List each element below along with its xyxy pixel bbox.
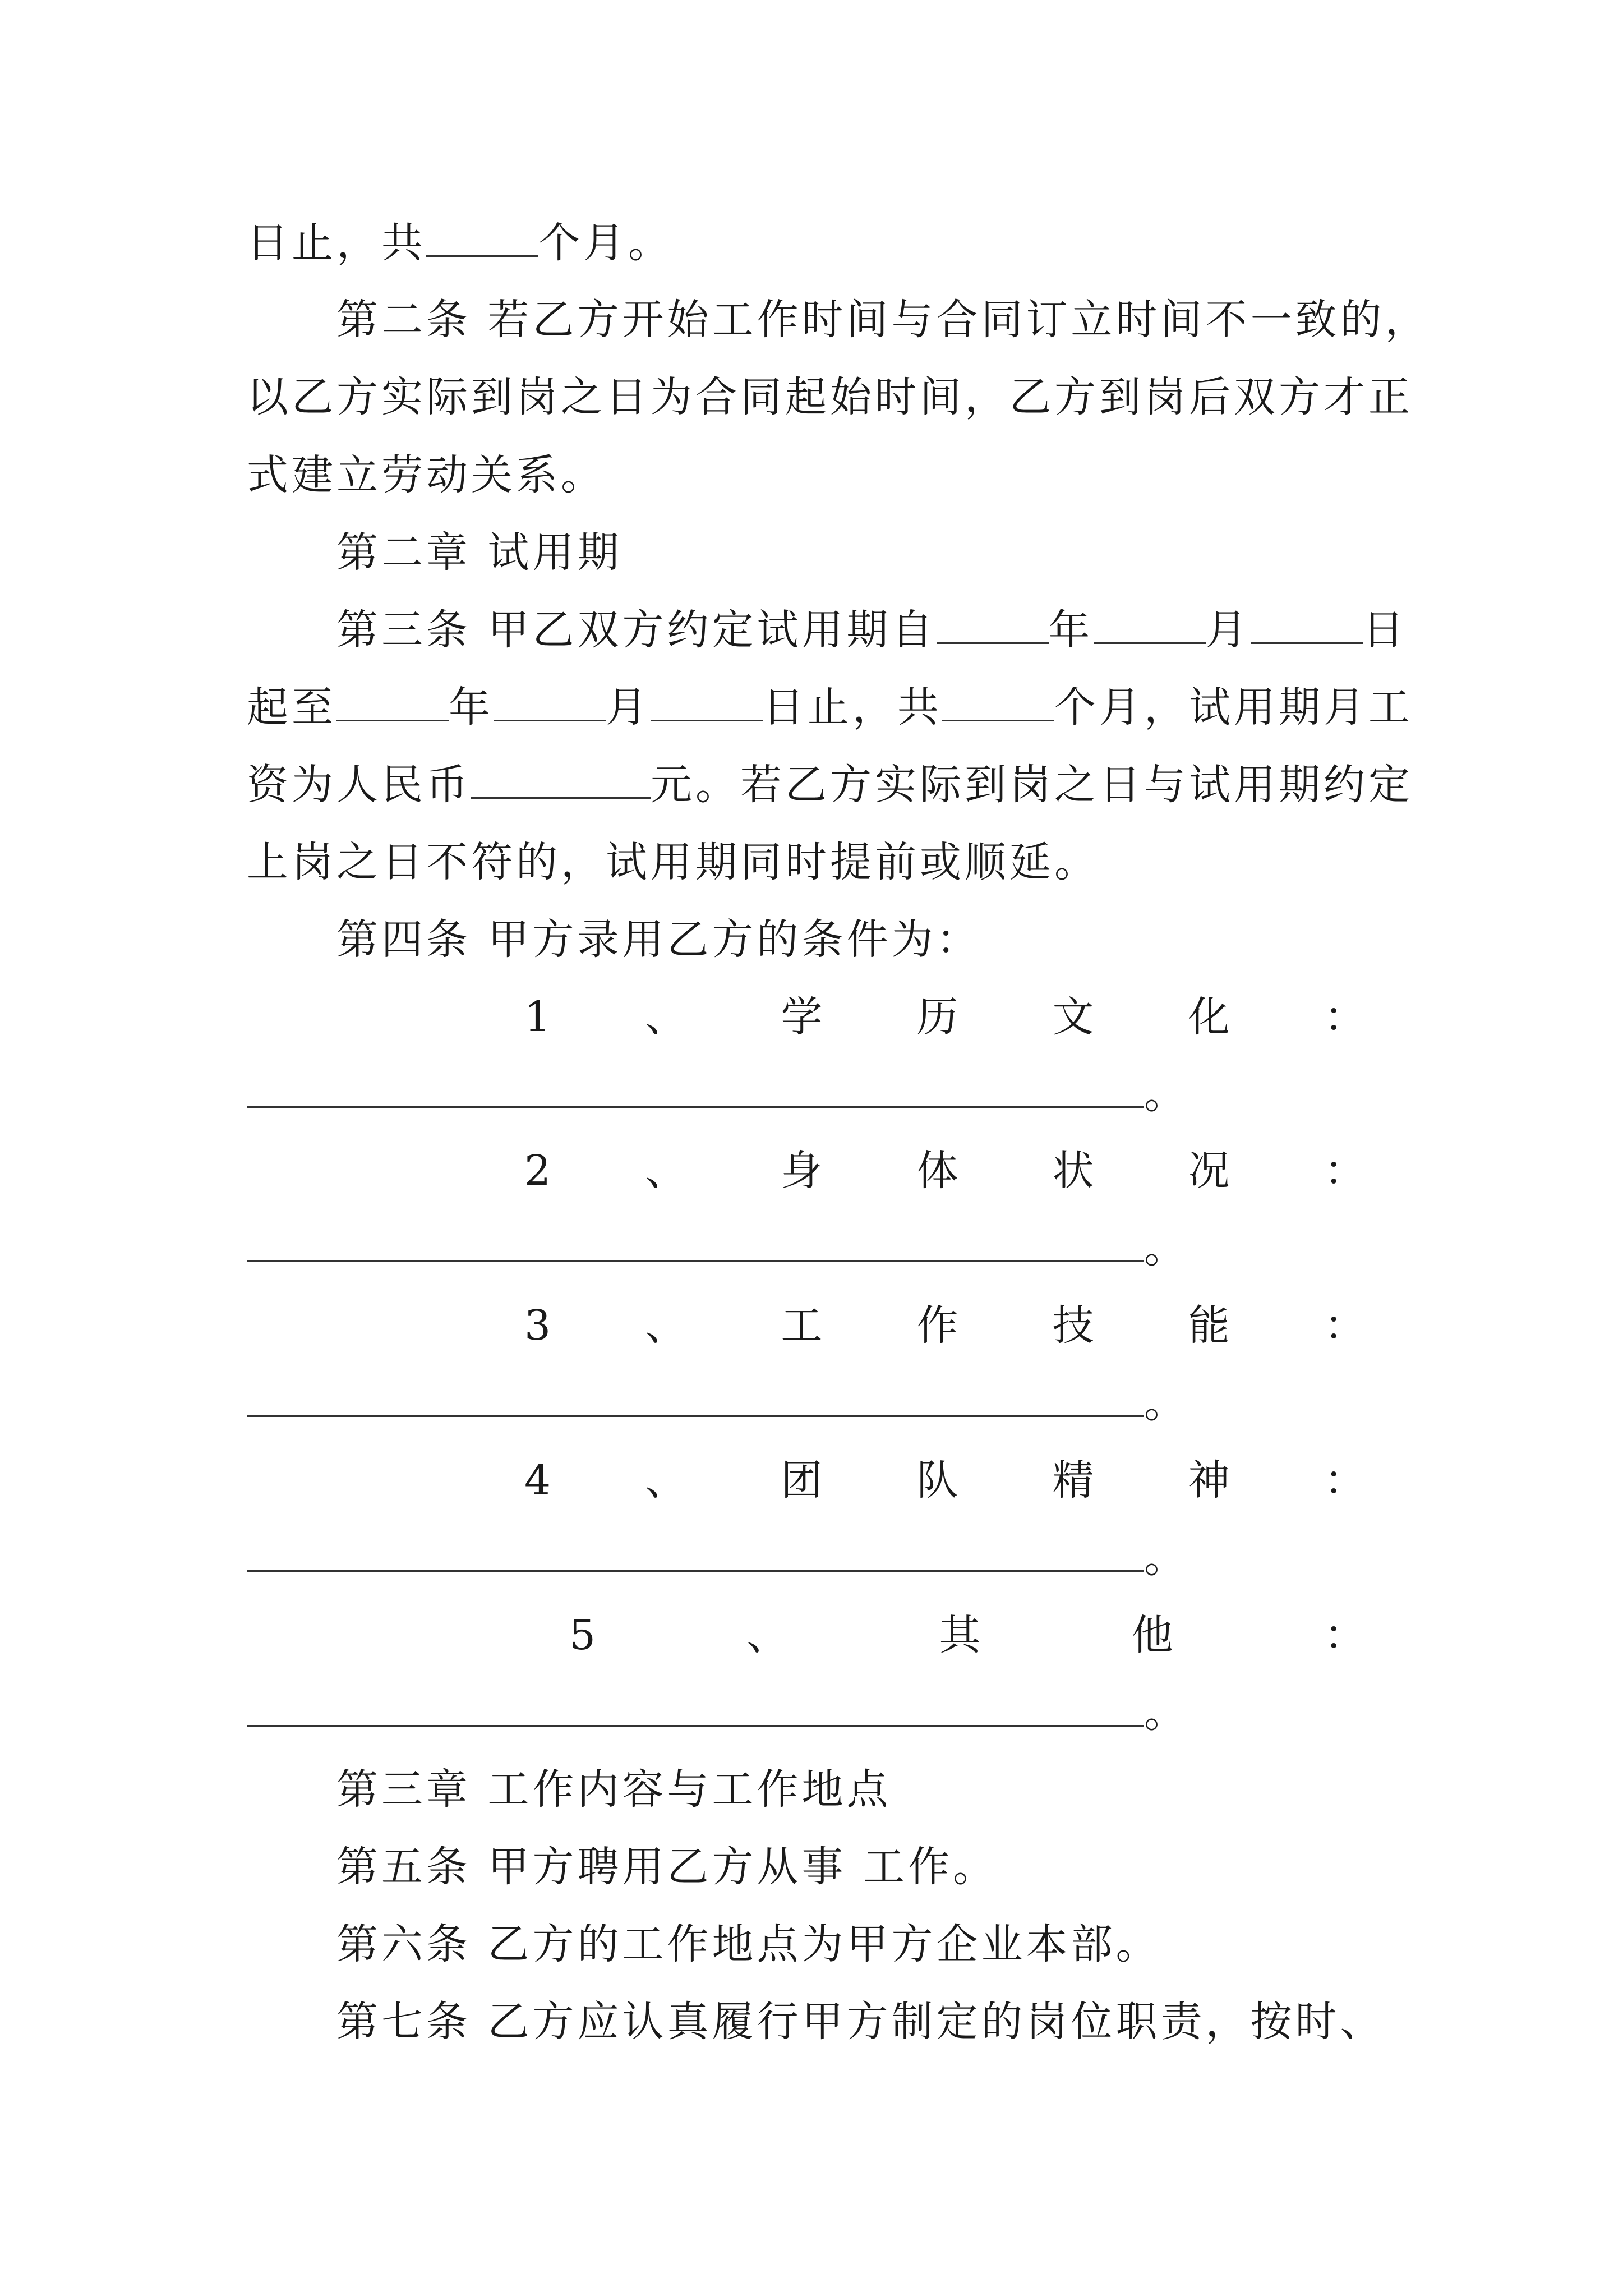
condition-answer-line [247,1063,1186,1125]
period: 。 [1144,1224,1186,1272]
condition-separator: 、 [645,1456,687,1504]
fill-blank [942,680,1054,721]
condition-char: 工 [781,1301,823,1350]
condition-char: 他 [1131,1611,1173,1659]
text-line [247,677,1413,738]
text-fragment: 元。若乙方实际到岗之日与试用期约定 [651,761,1413,809]
condition-colon: ： [1324,1301,1366,1350]
period: 。 [1144,1688,1186,1737]
text-fragment: 第三条 甲乙双方约定试用期自 [336,606,937,654]
text-fragment: 日止，共 [247,219,426,267]
text-line: 式建立劳动关系。 [247,451,606,499]
text-fragment: 日止，共 [763,683,942,731]
text-line: 第五条 甲方聘用乙方从事 工作。 [336,1843,998,1891]
fill-rule [247,1686,1144,1727]
fill-rule [247,1221,1144,1262]
condition-char: 况 [1188,1147,1230,1195]
text-fragment: 起至 [247,683,336,731]
condition-answer-line [247,1217,1186,1279]
condition-colon: ： [1324,1611,1366,1659]
condition-row [524,986,1366,1048]
condition-number: 4 [524,1456,551,1504]
text-fragment: 个月。 [538,219,673,267]
text-fragment: 资为人民币 [247,761,471,809]
text-fragment: 月 [1205,606,1251,654]
condition-row [524,1450,1366,1511]
text-fragment: 日 [1362,606,1408,654]
condition-answer-line [247,1527,1186,1589]
chapter-heading: 第三章 工作内容与工作地点 [336,1765,892,1814]
condition-char: 队 [916,1456,958,1504]
condition-number: 5 [569,1611,596,1659]
text-fragment: 月 [606,683,651,731]
text-fragment: 年 [1048,606,1094,654]
condition-separator: 、 [645,993,687,1041]
fill-rule [247,1531,1144,1572]
condition-char: 精 [1052,1456,1094,1504]
period: 。 [1144,1534,1186,1582]
condition-colon: ： [1324,1147,1366,1195]
fill-rule [247,1067,1144,1108]
fill-blank [426,216,538,257]
text-line: 第二条 若乙方开始工作时间与合同订立时间不一致的， [336,296,1430,344]
fill-blank [471,758,651,799]
condition-char: 体 [916,1147,958,1195]
condition-char: 神 [1188,1456,1230,1504]
condition-char: 化 [1188,993,1230,1041]
period: 。 [1144,1070,1186,1118]
condition-separator: 、 [746,1611,789,1659]
condition-row [569,1604,1366,1666]
fill-blank [937,603,1049,644]
fill-blank [336,680,449,721]
condition-char: 学 [781,993,823,1041]
text-line: 第七条 乙方应认真履行甲方制定的岗位职责，按时、 [336,1998,1385,2046]
fill-blank [651,680,763,721]
condition-char: 团 [781,1456,823,1504]
condition-number: 1 [524,993,551,1041]
condition-char: 其 [939,1611,981,1659]
text-fragment: 年 [449,683,494,731]
condition-char: 作 [916,1301,958,1350]
period: 。 [1144,1379,1186,1427]
condition-char: 能 [1188,1301,1230,1350]
condition-number: 3 [524,1301,551,1350]
condition-answer-line [247,1372,1186,1434]
chapter-heading: 第二章 试用期 [336,528,623,577]
condition-char: 身 [781,1147,823,1195]
text-line [336,599,1408,661]
text-line [247,754,1413,816]
text-line: 上岗之日不符的，试用期同时提前或顺延。 [247,838,1099,886]
condition-colon: ： [1324,1456,1366,1504]
fill-blank [1094,603,1206,644]
condition-char: 技 [1052,1301,1094,1350]
condition-row [524,1140,1366,1202]
fill-blank [494,680,606,721]
condition-answer-line [247,1682,1186,1743]
text-line [247,212,1391,274]
fill-rule [247,1376,1144,1417]
condition-row [524,1295,1366,1356]
fill-blank [1251,603,1363,644]
condition-colon: ： [1324,993,1366,1041]
text-line: 以乙方实际到岗之日为合同起始时间，乙方到岗后双方才正 [247,373,1413,421]
condition-separator: 、 [645,1301,687,1350]
text-fragment: 个月，试用期月工 [1054,683,1413,731]
condition-number: 2 [524,1147,551,1195]
condition-separator: 、 [645,1147,687,1195]
condition-char: 状 [1052,1147,1094,1195]
condition-char: 文 [1052,993,1094,1041]
condition-char: 历 [916,993,958,1041]
text-line: 第四条 甲方录用乙方的条件为： [336,915,981,964]
text-line: 第六条 乙方的工作地点为甲方企业本部。 [336,1920,1161,1968]
